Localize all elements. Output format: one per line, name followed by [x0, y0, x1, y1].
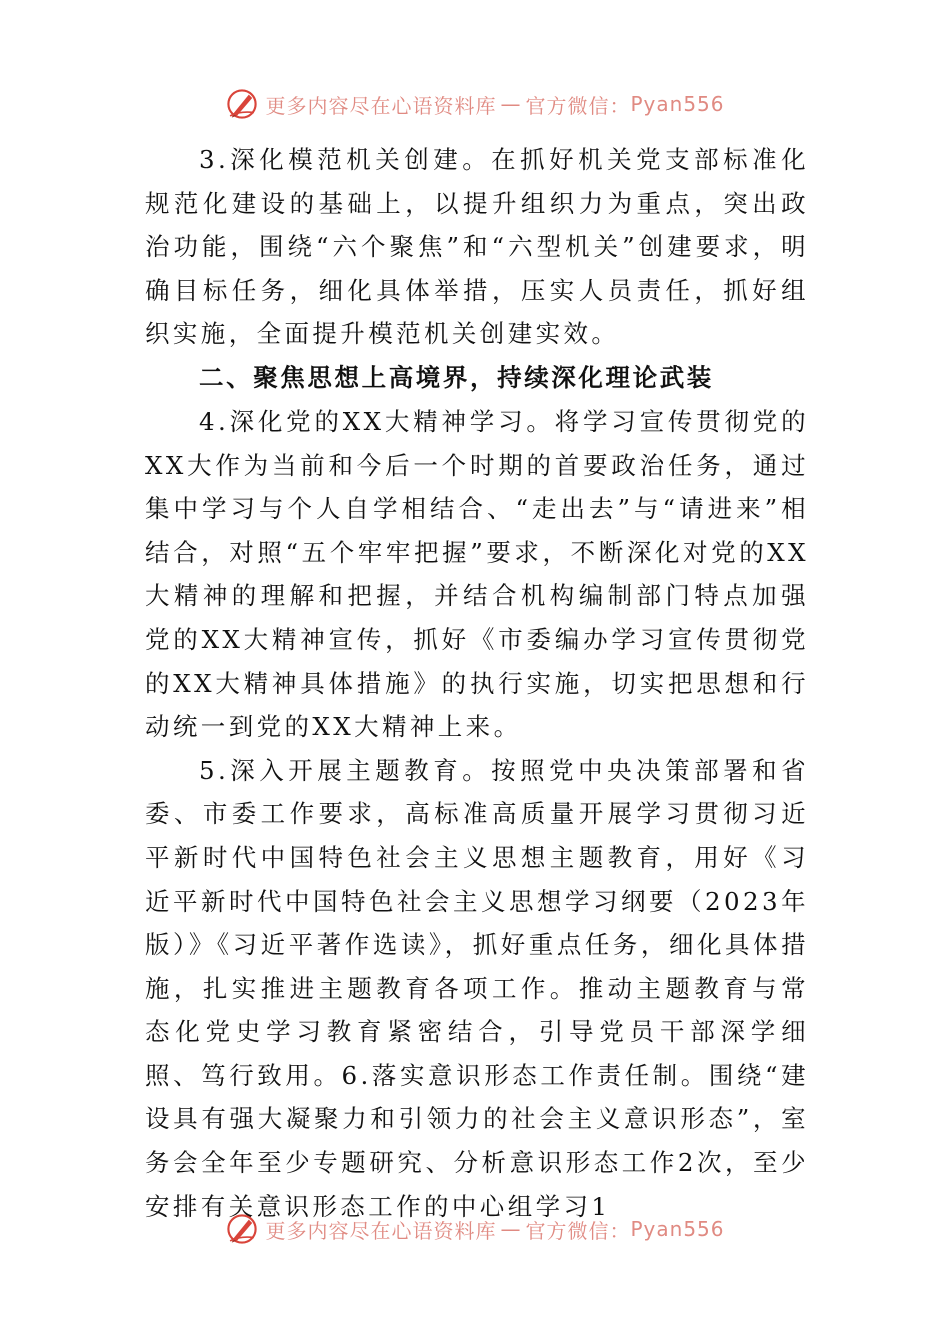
section-heading-2: 二、聚焦思想上高境界，持续深化理论武装	[199, 362, 714, 392]
watermark-site-text: 更多内容尽在心语资料库	[265, 1218, 497, 1243]
watermark-separator: —	[500, 1217, 522, 1241]
paragraph-5-theme-education: 5.深入开展主题教育。按照党中央决策部署和省委、市委工作要求，高标准高质量开展学习贯彻习近平新时代中国特色社会主义思想主题教育，用好《习近平新时代中国特色社会主义思想学习纲要（2023年版）》《习近平著作选读》，抓好重点任务，细化具体措施，扎实推进主题教育各项工作。推动主题教育与常态化党史学习教育紧密结合，引导党员干部深学细照、笃行致用。6.落实意识形态工作责任制。围绕“建设具有强大凝聚力和引领力的社会主义意识形态”，室务会全年至少专题研究、分析意识形态工作2次，至少安排有关意识形态工作的中心组学习1	[145, 755, 809, 1221]
watermark-wechat-id: Pyan556	[630, 92, 725, 116]
watermark-separator: —	[500, 92, 522, 116]
pen-logo-icon	[225, 87, 259, 121]
watermark-site-text: 更多内容尽在心语资料库	[265, 93, 497, 118]
watermark-wechat-label: 官方微信：	[525, 93, 631, 118]
header-watermark	[0, 84, 950, 124]
watermark-wechat-label: 官方微信：	[525, 1218, 631, 1243]
pen-logo-icon	[225, 1212, 259, 1246]
document-body	[145, 138, 809, 1228]
watermark-wechat-id: Pyan556	[630, 1217, 725, 1241]
paragraph-4-study-spirit: 4.深化党的XX大精神学习。将学习宣传贯彻党的XX大作为当前和今后一个时期的首要政治任务，通过集中学习与个人自学相结合、“走出去”与“请进来”相结合，对照“五个牢牢把握”要求，不断深化对党的XX大精神的理解和把握，并结合机构编制部门特点加强党的XX大精神宣传，抓好《市委编办学习宣传贯彻党的XX大精神具体措施》的执行实施，切实把思想和行动统一到党的XX大精神上来。	[145, 406, 809, 742]
paragraph-3-model-organ: 3.深化模范机关创建。在抓好机关党支部标准化规范化建设的基础上，以提升组织力为重点，突出政治功能，围绕“六个聚焦”和“六型机关”创建要求，明确目标任务，细化具体举措，压实人员责任，抓好组织实施，全面提升模范机关创建实效。	[145, 145, 809, 349]
footer-watermark	[0, 1209, 950, 1249]
